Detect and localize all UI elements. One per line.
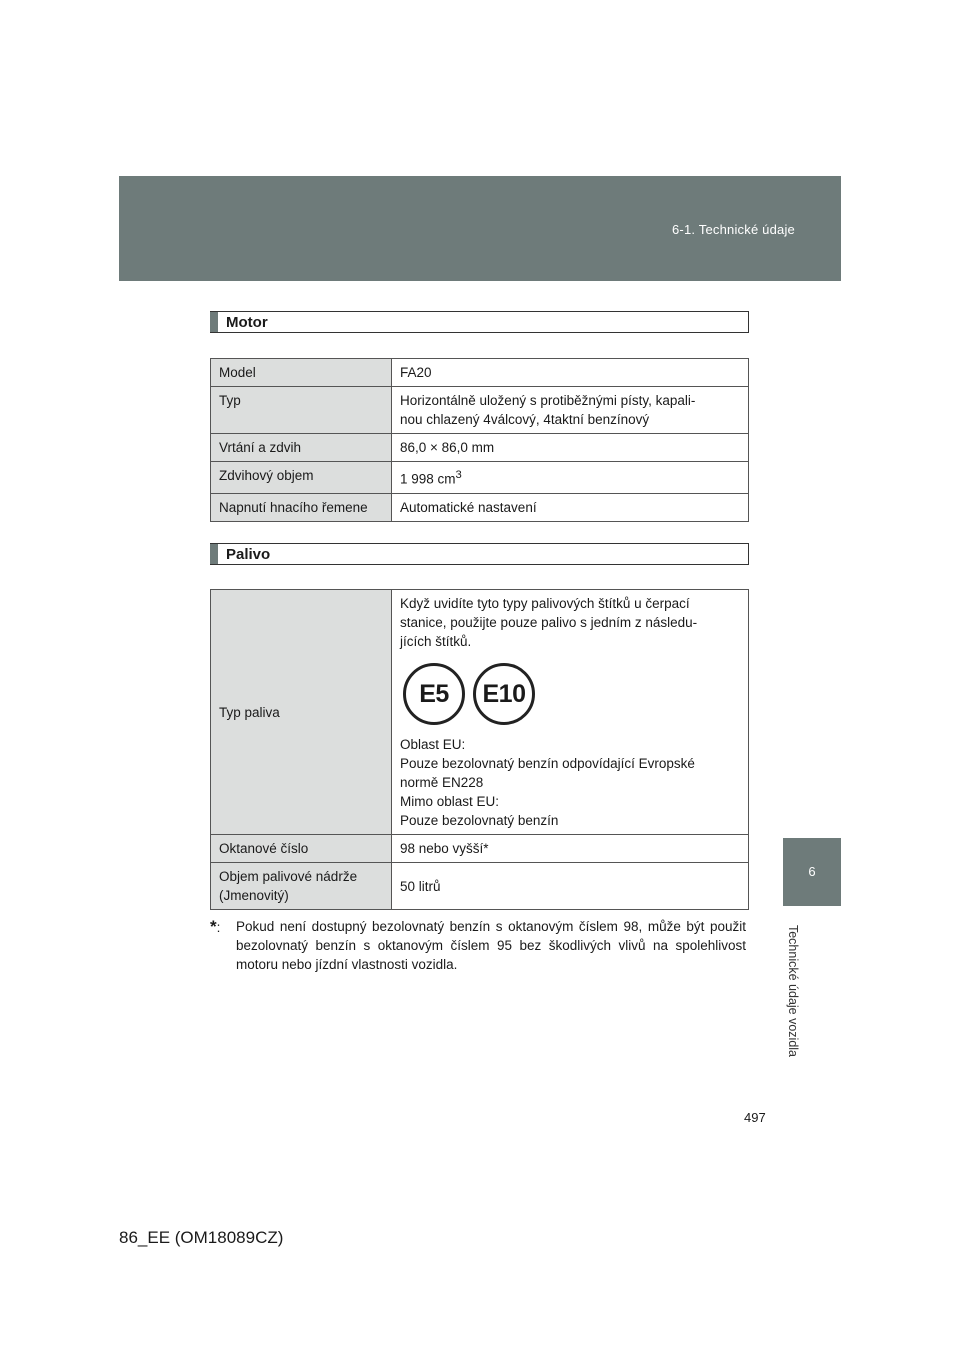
spec-key: Vrtání a zdvih (211, 434, 392, 462)
spec-key: Model (211, 359, 392, 387)
spec-key: Zdvihový objem (211, 462, 392, 494)
table-row (211, 359, 749, 387)
displacement-value: 1 998 cm (400, 471, 456, 487)
fuel-intro-line: stanice, použijte pouze palivo s jedním z následu- (400, 615, 698, 630)
fuel-note-line: Pouze bezolovnatý benzín (400, 813, 559, 828)
fuel-label-logos (403, 663, 740, 725)
table-row (211, 863, 749, 910)
spec-value: FA20 (392, 359, 749, 387)
spec-value: 98 nebo vyšší* (392, 835, 749, 863)
chapter-side-label (783, 912, 803, 1070)
section-title: 6-1. Technické údaje (671, 222, 795, 237)
spec-value-line: Horizontálně uložený s protiběžnými písty, kapali- (400, 393, 696, 408)
fuel-note-line: Mimo oblast EU: (400, 794, 500, 809)
fuel-intro-line: Když uvidíte tyto typy palivových štítků u čerpací (400, 596, 690, 611)
footnote-mark (210, 917, 236, 974)
palivo-table (210, 589, 749, 910)
page-number: 497 (744, 1110, 766, 1125)
fuel-note-line: normě EN228 (400, 775, 484, 790)
motor-heading (210, 311, 749, 333)
unit-superscript: 3 (455, 469, 462, 481)
palivo-heading-label: Palivo (226, 545, 271, 563)
chapter-tab: 6 (783, 838, 841, 906)
table-row (211, 590, 749, 835)
fuel-intro-line: jících štítků. (400, 634, 472, 649)
spec-value: 86,0 × 86,0 mm (392, 434, 749, 462)
table-row (211, 835, 749, 863)
spec-key: Typ (211, 387, 392, 434)
spec-value-line: nou chlazený 4válcový, 4taktní benzínový (400, 412, 650, 427)
motor-heading-label: Motor (226, 313, 268, 331)
heading-bar (210, 312, 218, 332)
palivo-heading (210, 543, 749, 565)
spec-key: Oktanové číslo (211, 835, 392, 863)
table-row (211, 434, 749, 462)
table-row (211, 462, 749, 494)
spec-value: 50 litrů (392, 863, 749, 910)
spec-key-line: (Jmenovitý) (219, 888, 289, 903)
spec-value (392, 387, 749, 434)
spec-key (211, 863, 392, 910)
document-code: 86_EE (OM18089CZ) (119, 1228, 284, 1247)
footnote (210, 917, 746, 974)
spec-key-line: Objem palivové nádrže (219, 869, 358, 884)
table-row (211, 493, 749, 521)
spec-key: Typ paliva (211, 590, 392, 835)
asterisk: * (210, 917, 217, 936)
e10-fuel-label-icon: E10 (473, 663, 535, 725)
fuel-note-line: Pouze bezolovnatý benzín odpovídající Evropské (400, 756, 695, 771)
motor-table (210, 358, 749, 522)
heading-bar (210, 544, 218, 564)
fuel-type-value (392, 590, 749, 835)
spec-value: Automatické nastavení (392, 493, 749, 521)
fuel-note-line: Oblast EU: (400, 737, 466, 752)
table-row (211, 387, 749, 434)
header-band (119, 176, 841, 281)
e5-fuel-label-icon: E5 (403, 663, 465, 725)
spec-key: Napnutí hnacího řemene (211, 493, 392, 521)
spec-value (392, 462, 749, 494)
chapter-side-label-text: Technické údaje vozidla (786, 924, 800, 1058)
footnote-text: Pokud není dostupný bezolovnatý benzín s oktanovým číslem 98, může být použit bezolovnatý benzín s oktanovým číslem 95 bez škodlivých vlivů na spolehlivost motoru nebo jízdní vlastnosti vozidla. (236, 919, 746, 972)
footnote-colon: : (216, 920, 221, 935)
